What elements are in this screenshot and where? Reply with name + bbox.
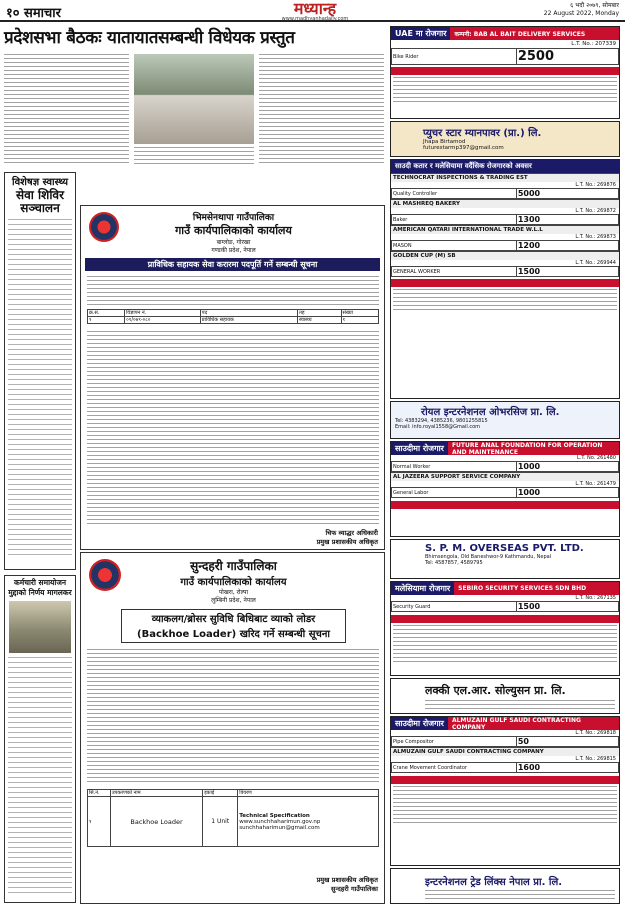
lead-photo-caption xyxy=(134,147,254,167)
uae-details xyxy=(393,77,617,105)
sq-lt-4: L.T. No.: 269944 xyxy=(575,260,616,266)
sq-pos-4: GENERAL WORKER xyxy=(392,267,517,277)
malaysia-lt: L.T. No.: 267135 xyxy=(575,595,616,601)
saudi2-sal-2: 1600 xyxy=(516,763,618,773)
lucky-details xyxy=(425,700,615,710)
saudi2-lt: L.T. No.: 269818 xyxy=(575,730,616,736)
sq-company-3: AMERICAN QATARI INTERNATIONAL TRADE W.L.L xyxy=(391,225,619,234)
uae-salary: 2500 xyxy=(516,49,618,65)
notice2-org: सुन्दहरी गाउँपालिका xyxy=(190,559,277,573)
saudi1-lt: L.T. No. 261480 xyxy=(577,455,616,461)
saudi1-pos: Normal Worker xyxy=(392,462,517,472)
lead-photo xyxy=(134,54,254,144)
saudi1-interview-band xyxy=(391,501,619,509)
malaysia-interview-band xyxy=(391,615,619,623)
job-ad-saudi-1 xyxy=(390,441,620,537)
n2-website[interactable]: www.sunchhaharimun.gov.np xyxy=(239,818,321,825)
n2-spec: Technical Specification xyxy=(239,812,310,819)
notice2-province: लुम्बिनी प्रदेश, नेपाल xyxy=(211,597,256,604)
spm-name: S. P. M. OVERSEAS PVT. LTD. xyxy=(425,543,584,554)
malaysia-company: SEBIRO SECURITY SERVICES SDN BHD xyxy=(454,582,619,595)
page-label: १० समाचार xyxy=(6,6,61,21)
n1-h4: संख्या xyxy=(341,310,379,317)
sq-sal-1: 5000 xyxy=(516,189,618,199)
n1-h0: क्र.स. xyxy=(88,310,125,317)
n1-c1: ०१/०७९-०८० xyxy=(125,317,201,324)
sq-company-2: AL MASHREQ BAKERY xyxy=(391,199,619,208)
agency-spm xyxy=(390,539,620,579)
date-nepali: ६ भदौ २०७९, सोमबार xyxy=(570,2,619,9)
n2-h3: विवरण xyxy=(238,790,379,797)
uae-position: Bike Rider xyxy=(392,49,517,65)
notice2-district: पोखरा, रोल्पा xyxy=(218,589,249,596)
royal-name: रोयल इन्टरनेशनल ओभरसिज प्रा. लि. xyxy=(421,407,560,418)
n2-email[interactable]: sunchhaharimun@gmail.com xyxy=(239,824,320,831)
sq-company-1: TECHNOCRAT INSPECTIONS & TRADING EST xyxy=(391,173,619,182)
health-title-3: सञ्चालन xyxy=(20,201,60,215)
notice1-office: गाउँ कार्यपालिकाको कार्यालय xyxy=(175,224,292,237)
workers-body-text xyxy=(8,657,72,897)
sq-sal-3: 1200 xyxy=(516,241,618,251)
masthead xyxy=(250,1,380,22)
date-block xyxy=(544,2,619,18)
masthead-title: मध्यान्ह xyxy=(293,0,337,18)
agency-lucky xyxy=(390,678,620,714)
saudi2-interview-band xyxy=(391,776,619,784)
uae-interview-band xyxy=(391,67,619,75)
notice2-footer2: सुन्दहरी गाउँपालिका xyxy=(331,885,378,893)
date-english: 22 August 2022, Monday xyxy=(543,10,619,17)
notice-sunchhahari xyxy=(80,552,385,904)
saudi1-lt-2: L.T. No.: 261479 xyxy=(575,481,616,487)
workers-title-2: मुद्दाको निर्णय मागलकर xyxy=(8,588,72,597)
agency-royal xyxy=(390,401,620,439)
notice1-subject: प्राविधिक सहायक सेवा करारमा पदपूर्ति गर्ने सम्बन्धी सूचना xyxy=(85,258,380,271)
notice2-subject-box xyxy=(121,609,346,643)
n2-spec-cell xyxy=(238,797,379,847)
lead-photo-image xyxy=(134,54,254,144)
malaysia-country: मलेसियामा रोजगार xyxy=(391,582,454,595)
saudi2-sal: 50 xyxy=(516,737,618,747)
notice1-footer: चिफ व्याद्धर अधिकारी xyxy=(325,529,378,537)
notice2-footer: प्रमुख प्रशासकीय अधिकृत xyxy=(316,876,378,884)
royal-email[interactable]: Email: info.royal1558@Gmail.com xyxy=(395,424,481,430)
sq-lt-3: L.T. No.: 269873 xyxy=(575,234,616,240)
saudi2-company: ALMUZAIN GULF SAUDI CONTRACTING COMPANY xyxy=(448,717,619,730)
n2-item: Backhoe Loader xyxy=(110,797,202,847)
sidebar-health xyxy=(4,172,76,570)
lead-text-col1 xyxy=(4,54,129,166)
sq-company-4: GOLDEN CUP (M) SB xyxy=(391,251,619,260)
malaysia-pos: Security Guard xyxy=(392,602,517,612)
sq-lt-2: L.T. No.: 269872 xyxy=(575,208,616,214)
future-star-name: प्युचर स्टार म्यानपावर (प्रा.) लि. xyxy=(423,128,542,139)
malaysia-sal: 1500 xyxy=(516,602,618,612)
workers-photo xyxy=(9,601,71,653)
n1-c3: स्वास्थ्य xyxy=(298,317,342,324)
saudi2-lt-2: L.T. No.: 269815 xyxy=(575,756,616,762)
health-title-1: विशेषज्ञ स्वास्थ्य xyxy=(11,177,68,188)
uae-lt: L.T. No.: 207339 xyxy=(571,41,616,47)
health-title-2: सेवा शिविर xyxy=(15,188,65,202)
notice1-table xyxy=(87,309,379,324)
notice1-conditions xyxy=(87,331,379,526)
workers-title-1: कर्मचारी समायोजन xyxy=(13,578,67,587)
sq-interview-band xyxy=(391,279,619,287)
n1-c0: १ xyxy=(88,317,125,324)
n2-h2: इकाई xyxy=(203,790,238,797)
lead-story xyxy=(4,27,384,170)
sq-details xyxy=(393,289,617,311)
sq-pos-3: MASON xyxy=(392,241,517,251)
saudi1-country: साउदीमा रोजगार xyxy=(391,442,448,455)
saudi1-company: FUTURE ANAL FOUNDATION FOR OPERATION AND MAINTENANCE xyxy=(448,442,619,455)
agency-itl xyxy=(390,868,620,904)
notice1-footer2: प्रमुख प्रशासकीय अधिकृत xyxy=(316,538,378,546)
job-ad-saudi-qatar xyxy=(390,159,620,399)
sq-pos-2: Baker xyxy=(392,215,517,225)
n1-h3: तह xyxy=(298,310,342,317)
uae-table xyxy=(391,48,619,65)
n1-c4: १ xyxy=(341,317,379,324)
notice1-org: भिमसेनथापा गाउँपालिका xyxy=(192,213,275,223)
malaysia-details xyxy=(393,625,617,663)
itl-details xyxy=(425,890,615,900)
n1-h1: विज्ञापन नं. xyxy=(125,310,201,317)
saudi1-pos-2: General Labor xyxy=(392,488,517,498)
notice2-subject: व्याकलग/ब्रोसर सुविधि बिधिबाट व्याको लोडर xyxy=(151,614,316,625)
masthead-url: www.madhyanhadaily.com xyxy=(281,16,349,22)
n2-sn: १ xyxy=(88,797,111,847)
itl-name: इन्टरनेशनल ट्रेड लिंक्स नेपाल प्रा. लि. xyxy=(425,877,563,888)
sq-sal-4: 1500 xyxy=(516,267,618,277)
n1-h2: पद xyxy=(200,310,297,317)
future-star-sub: Jhapa Birtamod xyxy=(423,139,466,145)
notice1-district: बाग्लोङ, गोरखा xyxy=(216,239,251,246)
saudi1-sal-2: 1000 xyxy=(516,488,618,498)
job-ad-uae xyxy=(390,26,620,119)
n2-h0: सि.नं. xyxy=(88,790,111,797)
notice-bhimsen xyxy=(80,205,385,550)
royal-tel: Tel: 4383294, 4385236, 9801255815 xyxy=(395,418,488,424)
spm-tel: Tel: 4587857, 4589795 xyxy=(425,560,483,566)
uae-company: कम्पनी: BAB AL BAIT DELIVERY SERVICES xyxy=(450,27,619,40)
notice1-body xyxy=(87,276,379,306)
lead-text-col3 xyxy=(259,54,384,166)
future-star-email[interactable]: futurestarmp397@gmail.com xyxy=(423,145,504,151)
saudi-qatar-title: साउदी कतार र मलेसियामा वर्दैसिक रोजगारको अवसर xyxy=(391,160,619,173)
n2-h1: उपकरणको नाम xyxy=(110,790,202,797)
agency-future-star xyxy=(390,121,620,157)
spm-sub: Bhimsengola, Old Baneshwor-9 Kathmandu, Nepal xyxy=(425,554,552,560)
saudi2-pos: Pipe Compositor xyxy=(392,737,517,747)
lucky-name: लक्की एल.आर. सोल्युसन प्रा. लि. xyxy=(425,684,566,697)
notice2-subject2: (Backhoe Loader) खरिद गर्ने सम्बन्धी सूचना xyxy=(137,629,330,640)
notice2-table xyxy=(87,789,379,847)
sidebar-workers xyxy=(4,575,76,903)
saudi2-company-2: ALMUZAIN GULF SAUDI CONTRACTING COMPANY xyxy=(391,747,619,756)
sq-lt-1: L.T. No.: 269876 xyxy=(575,182,616,188)
n2-unit: 1 Unit xyxy=(203,797,238,847)
saudi2-country: साउदीमा रोजगार xyxy=(391,717,448,730)
saudi1-sal: 1000 xyxy=(516,462,618,472)
sq-pos-1: Quality Controller xyxy=(392,189,517,199)
notice1-province: गण्डकी प्रदेश, नेपाल xyxy=(211,247,256,254)
job-ad-malaysia xyxy=(390,581,620,676)
health-body-text xyxy=(8,219,72,559)
notice2-office: गाउँ कार्यपालिकाको कार्यालय xyxy=(180,577,287,588)
n1-c2: प्राविधिक सहायक xyxy=(200,317,297,324)
page-header xyxy=(0,0,625,22)
notice2-body xyxy=(87,649,379,784)
lead-headline: प्रदेशसभा बैठकः यातायातसम्बन्धी विधेयक प्रस्तुत xyxy=(4,28,295,48)
sq-sal-2: 1300 xyxy=(516,215,618,225)
saudi1-company-2: AL JAZEERA SUPPORT SERVICE COMPANY xyxy=(391,472,619,481)
saudi2-pos-2: Crane Movement Coordinator xyxy=(392,763,517,773)
saudi2-details xyxy=(393,786,617,826)
job-ad-saudi-2 xyxy=(390,716,620,866)
uae-country: UAE मा रोजगार xyxy=(391,27,450,40)
